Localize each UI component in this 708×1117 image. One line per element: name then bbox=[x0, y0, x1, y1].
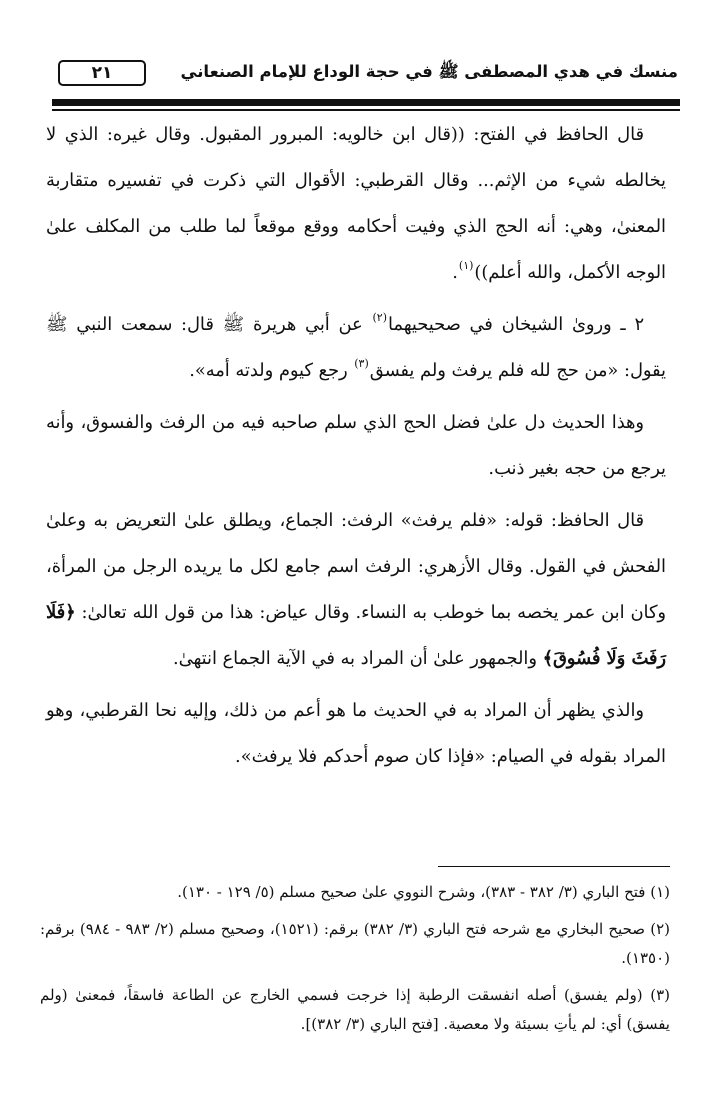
footnote-1: (١) فتح الباري (٣/ ٣٨٢ - ٣٨٣)، وشرح النووي علىٰ صحيح مسلم (٥/ ١٢٩ - ١٣٠). bbox=[177, 883, 670, 901]
paragraph-3 bbox=[46, 400, 666, 492]
paragraph-text: قال الحافظ: قوله: «فلم يرفث» الرفث: الجماع، ويطلق علىٰ التعريض به وعلىٰ الفحش في القول. وقال الأزهري: الرفث اسم جامع لكل ما يريده الرجل من المرأة، وكان ابن عمر يخصه بما خوطب به النساء. وقال عياض: هذا من قول الله تعالىٰ: bbox=[46, 510, 666, 623]
paragraph-text: والذي يظهر أن المراد به في الحديث ما هو أعم من ذلك، وإليه نحا القرطبي، وهو المراد بقوله في الصيام: «فإذا كان صوم أحدكم فلا يرفث». bbox=[46, 700, 666, 767]
footnote-ref: (٢) bbox=[372, 311, 387, 324]
footnote-ref: (٣) bbox=[354, 357, 369, 370]
header-rule-thick bbox=[52, 99, 680, 106]
footnote-2: (٢) صحيح البخاري مع شرحه فتح الباري (٣/ ٣٨٢) برقم: (١٥٢١)، وصحيح مسلم (٢/ ٩٨٣ - ٩٨٤) برقم: (١٣٥٠). bbox=[40, 920, 670, 967]
page-header bbox=[58, 56, 678, 92]
paragraph-text: ٢ ـ وروىٰ الشيخان في صحيحيهما bbox=[388, 314, 645, 335]
paragraph-5 bbox=[46, 688, 666, 780]
paragraph-text: والجمهور علىٰ أن المراد به في الآية الجماع انتهىٰ. bbox=[172, 648, 543, 669]
footnote-ref: (١) bbox=[458, 259, 474, 272]
paragraph-text: عن أبي هريرة ﷺ قال: سمعت النبي ﷺ يقول: «من حج لله فلم يرفث ولم يفسق bbox=[46, 314, 666, 381]
paragraph-text: قال الحافظ في الفتح: ((قال ابن خالويه: المبرور المقبول. وقال غيره: الذي لا يخالطه شيء من الإثم... وقال القرطبي: الأقوال التي ذكرت في تفسيره متقاربة المعنىٰ، وهي: أنه الحج الذي وفيت أحكامه ووقع موقعاً لما طلب من المكلف علىٰ الوجه الأكمل، والله أعلم)) bbox=[46, 124, 666, 283]
quran-verse: ﴿فَلَا رَفَثَ وَلَا فُسُوقَ﴾ bbox=[46, 602, 666, 669]
paragraph-text: . bbox=[452, 262, 458, 283]
footnote-separator bbox=[438, 866, 670, 867]
paragraph-text: وهذا الحديث دل علىٰ فضل الحج الذي سلم صاحبه فيه من الرفث والفسوق، وأنه يرجع من حجه بغير ذنب. bbox=[46, 412, 666, 479]
footnote-3: (٣) (ولم يفسق) أصله انفسقت الرطبة إذا خرجت فسمي الخارج عن الطاعة فاسقاً، فمعنىٰ (ولم يفسق) أي: لم يأتِ بسيئة ولا معصية. [فتح الباري (٣/ ٣٨٢)]. bbox=[40, 986, 670, 1033]
paragraph-1 bbox=[46, 112, 666, 296]
paragraph-4 bbox=[46, 498, 666, 682]
paragraph-text: رجع كيوم ولدته أمه». bbox=[189, 360, 354, 381]
header-rule-thin bbox=[52, 109, 680, 111]
main-text bbox=[46, 112, 666, 780]
paragraph-2 bbox=[46, 302, 666, 394]
running-title: منسك في هدي المصطفى ﷺ في حجة الوداع للإمام الصنعاني bbox=[180, 62, 678, 81]
page-number: ٢١ bbox=[58, 60, 146, 86]
footnotes bbox=[40, 878, 670, 1047]
